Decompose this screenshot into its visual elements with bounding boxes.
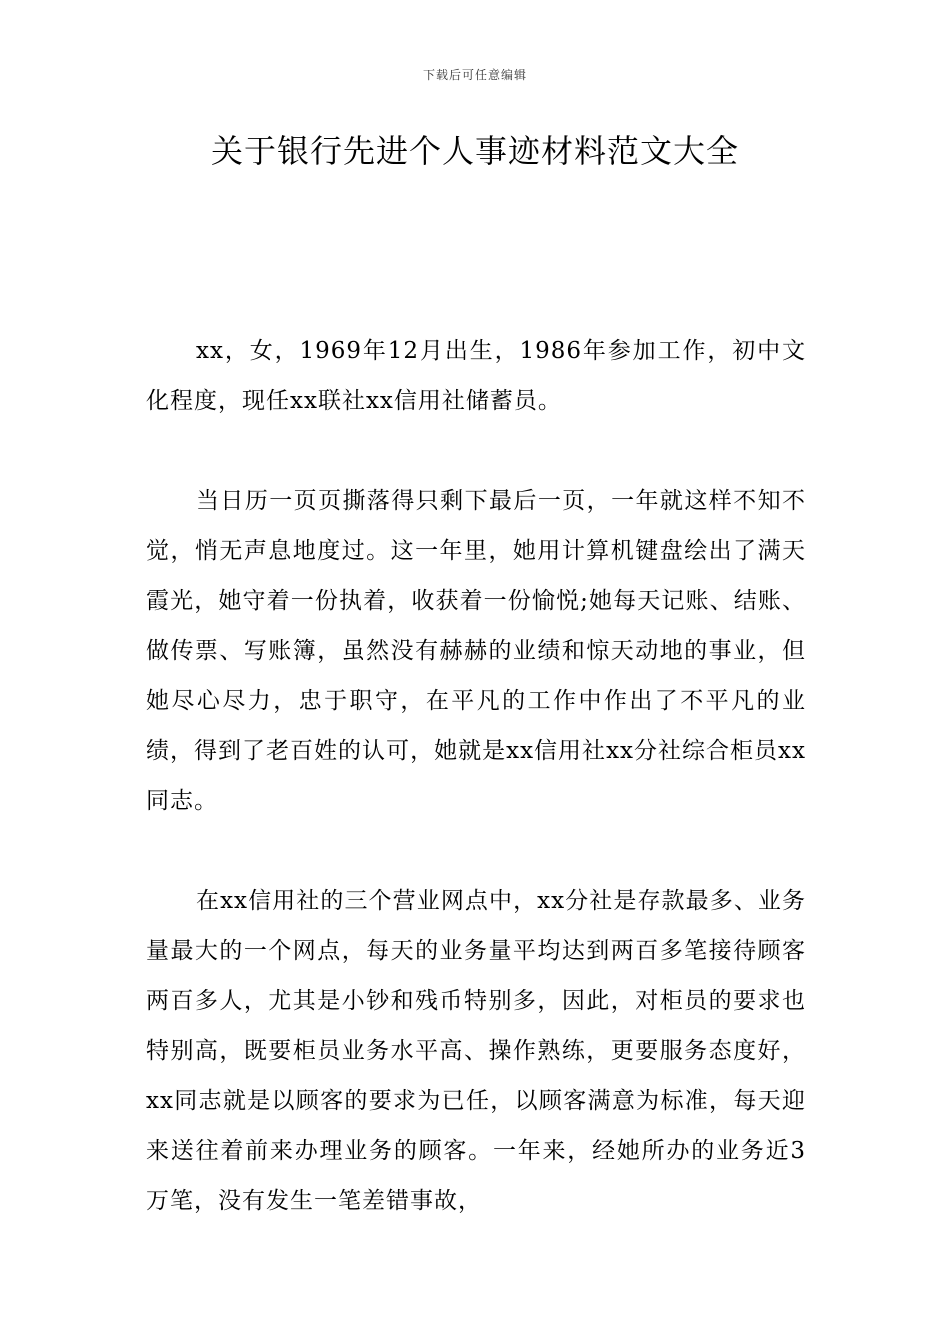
paragraph-3: 在xx信用社的三个营业网点中，xx分社是存款最多、业务量最大的一个网点，每天的业务量平均达到两百多笔接待顾客两百多人，尤其是小钞和残币特别多，因此，对柜员的要求也特别高，既要柜员业务水平高、操作熟练，更要服务态度好，xx同志就是以顾客的要求为已任，以顾客满意为标准，每天迎来送往着前来办理业务的顾客。一年来，经她所办的业务近3万笔，没有发生一笔差错事故， [146, 888, 806, 1214]
paragraph-2: 当日历一页页撕落得只剩下最后一页，一年就这样不知不觉，悄无声息地度过。这一年里，她用计算机键盘绘出了满天霞光，她守着一份执着，收获着一份愉悦;她每天记账、结账、做传票、写账簿，虽然没有赫赫的业绩和惊天动地的事业，但她尽心尽力，忠于职守，在平凡的工作中作出了不平凡的业绩，得到了老百姓的认可，她就是xx信用社xx分社综合柜员xx同志。 [146, 488, 806, 814]
document-body [146, 326, 806, 1276]
paragraph-1: xx，女，1969年12月出生，1986年参加工作，初中文化程度，现任xx联社xx信用社储蓄员。 [146, 338, 806, 414]
document-title: 关于银行先进个人事迹材料范文大全 [210, 132, 739, 170]
header-note: 下载后可任意编辑 [422, 68, 527, 82]
